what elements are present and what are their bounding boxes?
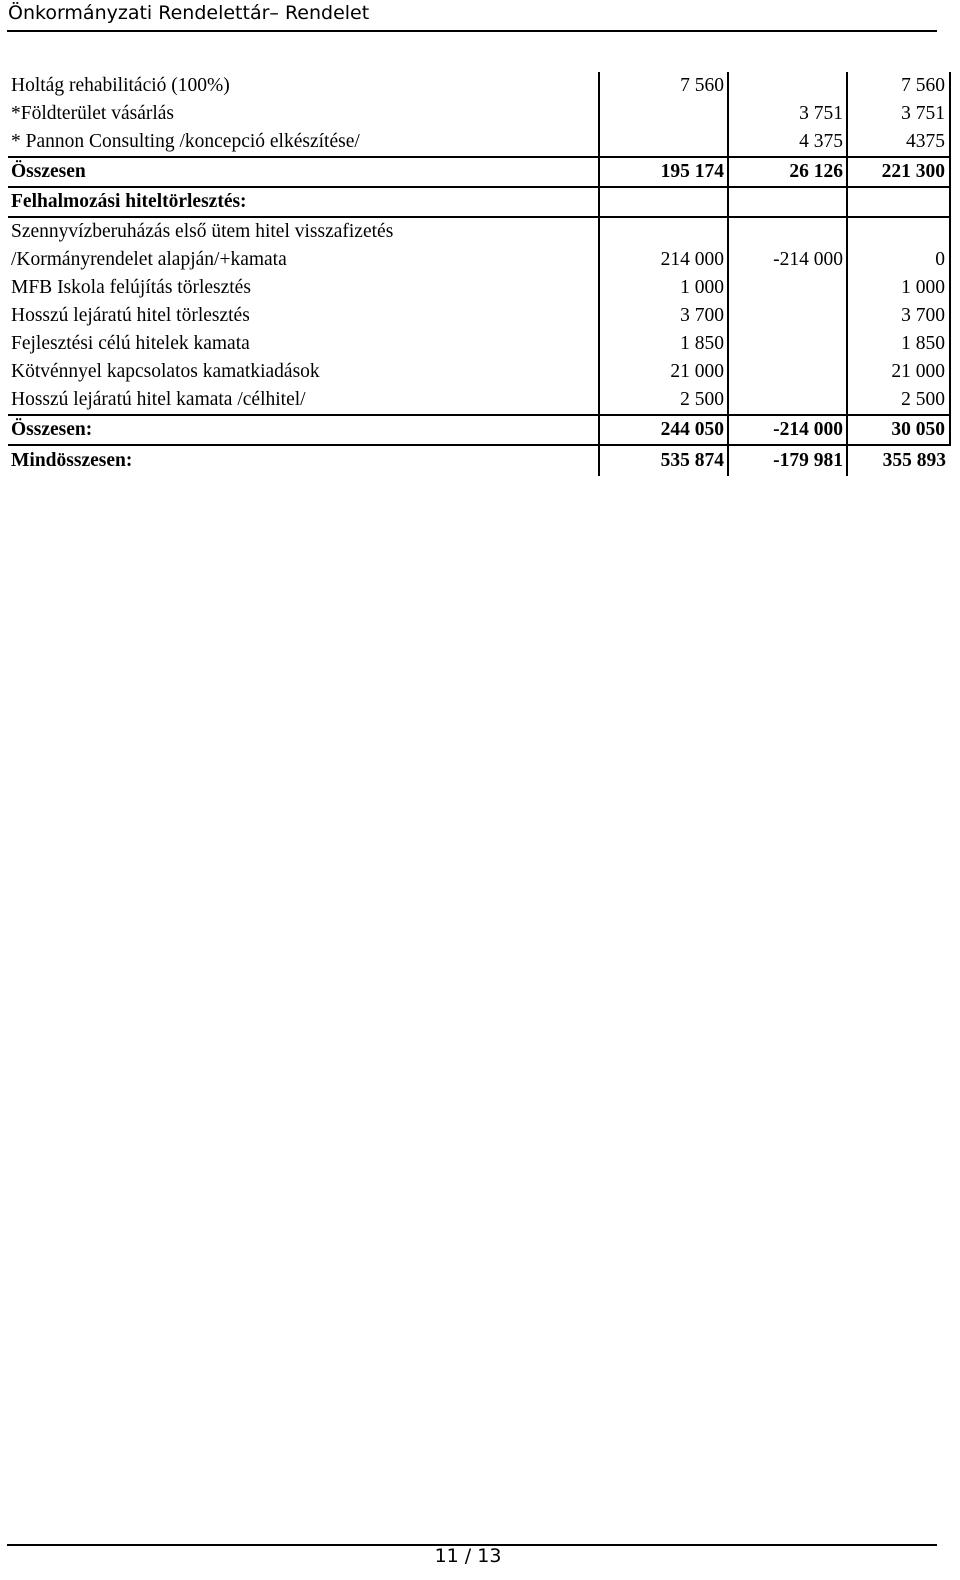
row-value-col3: 0 — [847, 246, 950, 274]
header-divider — [7, 30, 937, 32]
table-row — [8, 445, 950, 476]
row-value-col3: 355 893 — [847, 445, 950, 476]
document-header-title: Önkormányzati Rendelettár– Rendelet — [8, 2, 370, 24]
row-value-col2 — [728, 302, 847, 330]
table-row — [8, 100, 950, 128]
row-label: Holtág rehabilitáció (100%) — [11, 75, 230, 96]
row-label: Összesen: — [8, 415, 599, 445]
row-value-col1: 244 050 — [599, 415, 728, 445]
row-value-col2: -179 981 — [728, 445, 847, 476]
table-row — [8, 157, 950, 187]
row-value-col2: 4 375 — [728, 128, 847, 157]
table-row — [8, 128, 950, 157]
row-value-col1: 214 000 — [599, 246, 728, 274]
row-value-col1 — [599, 187, 728, 217]
row-value-col3 — [847, 217, 950, 246]
table-row — [8, 274, 950, 302]
table-row — [8, 386, 950, 415]
row-label: Hosszú lejáratú hitel törlesztés — [11, 305, 250, 326]
row-label: /Kormányrendelet alapján/+kamata — [11, 249, 287, 270]
table-row — [8, 358, 950, 386]
table-row — [8, 217, 950, 246]
table-row — [8, 415, 950, 445]
row-value-col2: 3 751 — [728, 100, 847, 128]
row-value-col3: 21 000 — [847, 358, 950, 386]
row-value-col2 — [728, 187, 847, 217]
table-row — [8, 302, 950, 330]
row-value-col2 — [728, 386, 847, 415]
row-label: *Földterület vásárlás — [11, 103, 174, 124]
row-label: * Pannon Consulting /koncepció elkészítése/ — [11, 131, 360, 152]
row-value-col1: 535 874 — [599, 445, 728, 476]
table-row — [8, 246, 950, 274]
row-value-col1 — [599, 217, 728, 246]
row-label: Szennyvízberuházás első ütem hitel visszafizetés — [8, 217, 599, 246]
row-label: Mindösszesen: — [8, 445, 599, 476]
row-value-col1: 1 850 — [599, 330, 728, 358]
row-value-col1: 195 174 — [599, 157, 728, 187]
row-value-col3: 3 700 — [847, 302, 950, 330]
row-value-col2 — [728, 274, 847, 302]
row-label: Fejlesztési célú hitelek kamata — [11, 333, 250, 354]
page-number: 11 / 13 — [434, 1545, 502, 1567]
row-value-col3 — [847, 187, 950, 217]
row-value-col2 — [728, 330, 847, 358]
row-value-col1: 7 560 — [599, 72, 728, 100]
row-value-col1: 2 500 — [599, 386, 728, 415]
row-value-col2 — [728, 72, 847, 100]
row-label: Kötvénnyel kapcsolatos kamatkiadások — [11, 361, 320, 382]
row-value-col3: 30 050 — [847, 415, 950, 445]
row-value-col2: 26 126 — [728, 157, 847, 187]
row-value-col3: 1 850 — [847, 330, 950, 358]
row-value-col3: 2 500 — [847, 386, 950, 415]
row-value-col3: 3 751 — [847, 100, 950, 128]
row-value-col3: 1 000 — [847, 274, 950, 302]
row-value-col2 — [728, 358, 847, 386]
row-label: Hosszú lejáratú hitel kamata /célhitel/ — [11, 389, 306, 410]
row-label: MFB Iskola felújítás törlesztés — [11, 277, 251, 298]
table-row — [8, 72, 950, 100]
row-value-col2: -214 000 — [728, 246, 847, 274]
row-value-col2 — [728, 217, 847, 246]
row-value-col3: 4375 — [847, 128, 950, 157]
row-label: Összesen — [8, 157, 599, 187]
row-value-col1: 3 700 — [599, 302, 728, 330]
row-value-col2: -214 000 — [728, 415, 847, 445]
row-label: Felhalmozási hiteltörlesztés: — [8, 187, 599, 217]
table-row — [8, 187, 950, 217]
row-value-col1 — [599, 128, 728, 157]
row-value-col3: 7 560 — [847, 72, 950, 100]
row-value-col1: 1 000 — [599, 274, 728, 302]
row-value-col3: 221 300 — [847, 157, 950, 187]
row-value-col1: 21 000 — [599, 358, 728, 386]
budget-table — [8, 72, 951, 476]
table-row — [8, 330, 950, 358]
row-value-col1 — [599, 100, 728, 128]
